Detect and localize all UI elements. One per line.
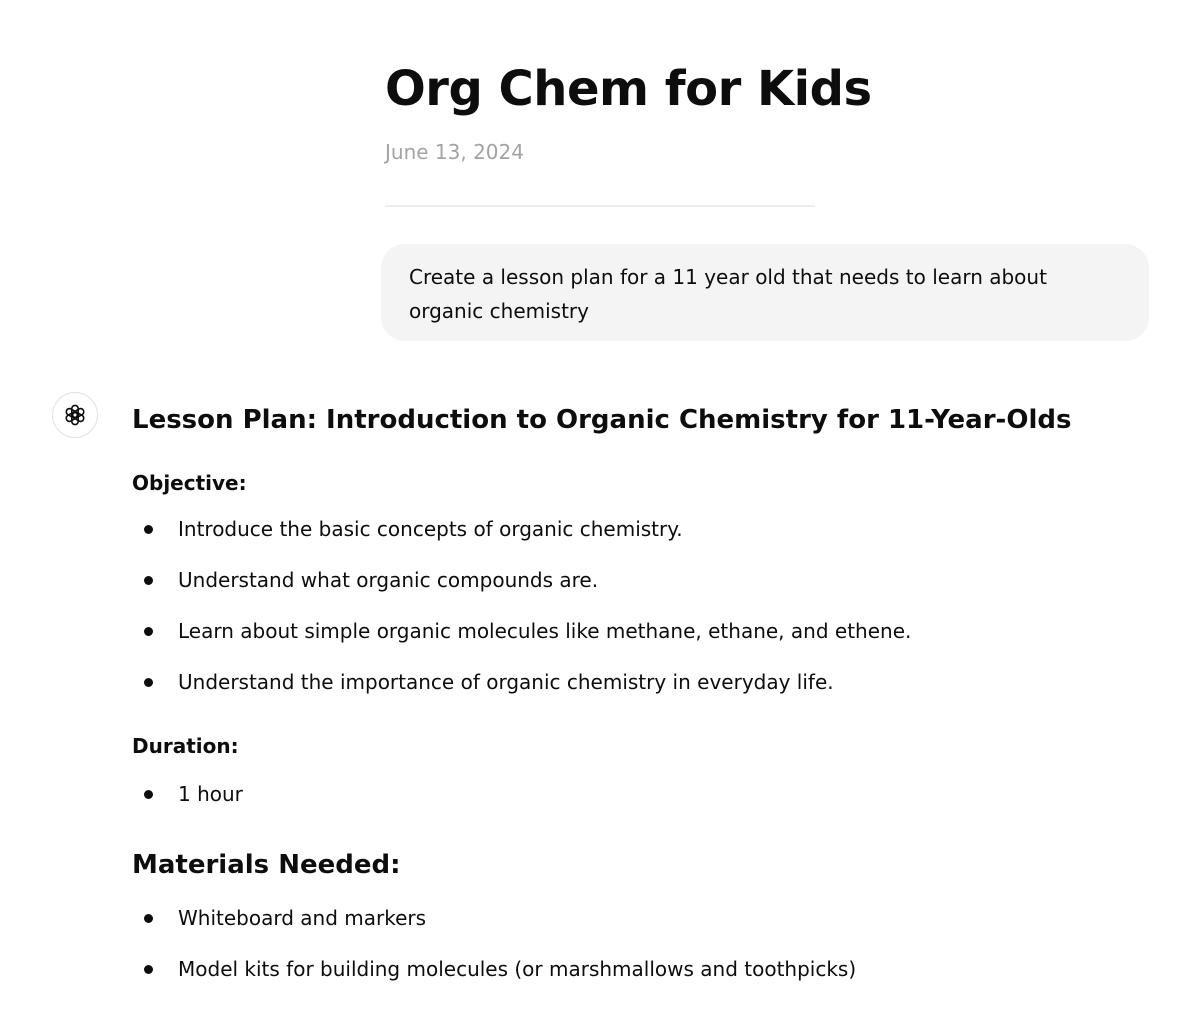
- materials-list: [132, 901, 1152, 986]
- assistant-avatar: [52, 392, 98, 438]
- list-item-text: Understand the importance of organic chemistry in everyday life.: [178, 670, 834, 694]
- objective-label: Objective:: [132, 471, 247, 495]
- list-item: [132, 777, 1152, 811]
- bullet-icon: [144, 627, 153, 636]
- duration-list: [132, 777, 1152, 811]
- list-item-text: Whiteboard and markers: [178, 906, 427, 930]
- list-item-text: 1 hour: [178, 782, 243, 806]
- objective-list: [132, 512, 1152, 699]
- duration-label: Duration:: [132, 734, 239, 758]
- list-item: [132, 614, 1152, 648]
- user-message-line: organic chemistry: [409, 299, 589, 323]
- page-title: Org Chem for Kids: [385, 61, 872, 117]
- openai-logo-icon: [63, 403, 87, 427]
- list-item: [132, 952, 1152, 986]
- user-message-line: Create a lesson plan for a 11 year old that needs to learn about: [409, 265, 1047, 289]
- bullet-icon: [144, 790, 153, 799]
- list-item-text: Learn about simple organic molecules like methane, ethane, and ethene.: [178, 619, 912, 643]
- list-item: [132, 901, 1152, 935]
- header-divider: [385, 205, 815, 207]
- bullet-icon: [144, 576, 153, 585]
- bullet-icon: [144, 914, 153, 923]
- bullet-icon: [144, 965, 153, 974]
- list-item-text: Understand what organic compounds are.: [178, 568, 599, 592]
- user-message-bubble: [381, 244, 1149, 341]
- bullet-icon: [144, 678, 153, 687]
- list-item: [132, 665, 1152, 699]
- list-item: [132, 512, 1152, 546]
- list-item: [132, 563, 1152, 597]
- list-item-text: Model kits for building molecules (or marshmallows and toothpicks): [178, 957, 857, 981]
- assistant-response: [132, 400, 1152, 986]
- conversation-date: June 13, 2024: [385, 140, 524, 164]
- materials-heading: Materials Needed:: [132, 850, 401, 880]
- conversation-header: [385, 58, 872, 166]
- response-heading: Lesson Plan: Introduction to Organic Chemistry for 11-Year-Olds: [132, 405, 1072, 435]
- bullet-icon: [144, 525, 153, 534]
- list-item-text: Introduce the basic concepts of organic chemistry.: [178, 517, 683, 541]
